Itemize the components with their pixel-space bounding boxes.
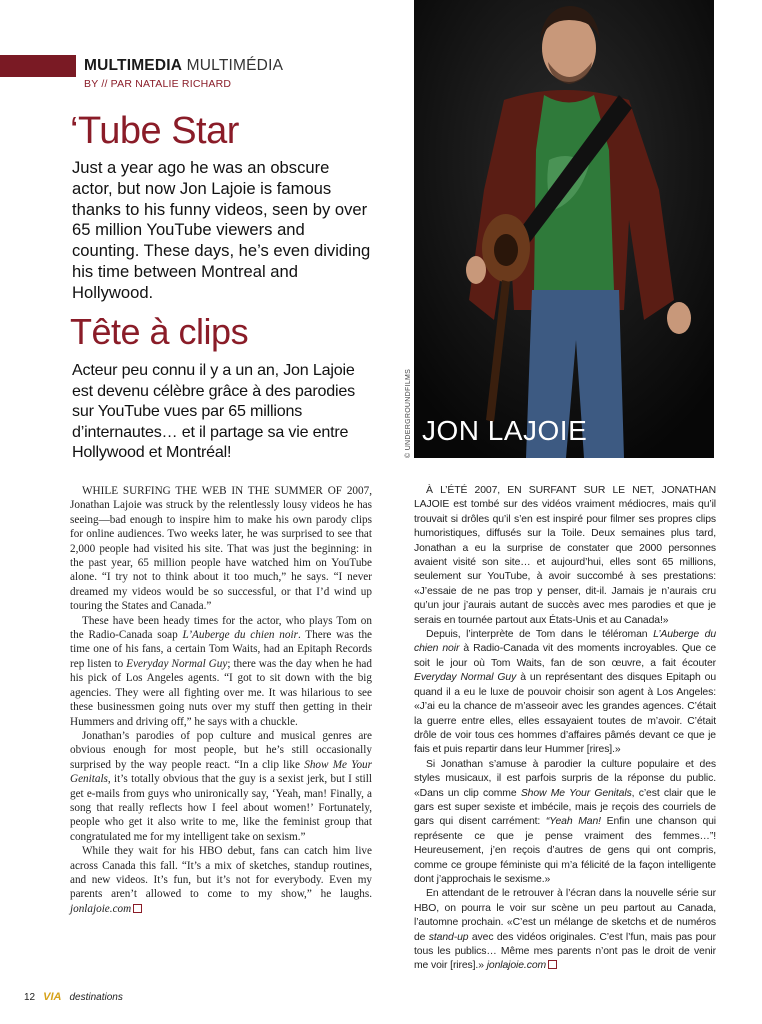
end-mark-icon [133, 904, 142, 913]
photo-caption-name: JON LAJOIE [422, 415, 588, 446]
deck-french: Acteur peu connu il y a un an, Jon Lajoie est devenu célèbre grâce à des parodies sur YouTube vues par 65 millions d’internautes… et il partage sa vie entre Hollywood et Montréal! [72, 361, 355, 462]
headline-french: Tête à clips [70, 311, 249, 352]
paragraph: WHILE SURFING THE WEB IN THE SUMMER OF 2007, Jonathan Lajoie was struck by the relentlessly lousy videos he has seeing—bad enough to inspire him to make his own parody clips for online audiences. Two weeks later, he was surprised to see that 2,000 people had visited his site. That was just the beginning: in the past year, 65 million people have watched him on YouTube alone. “I try not to think about it too much,” he says. “I never dreamed my videos would be so successful, or that I’d wind up touring the States and Canada.” [70, 485, 372, 613]
end-mark-icon [548, 960, 557, 969]
deck-english: Just a year ago he was an obscure actor, but now Jon Lajoie is famous thanks to his funny videos, seen by over 65 million YouTube viewers and counting. These days, he’s even dividing his time between Montreal and Hollywood. [72, 158, 371, 302]
photo-credit: © UNDERGROUNDFILMS [405, 368, 412, 458]
headline-english: ‘Tube Star [70, 110, 239, 152]
paragraph: Jonathan’s parodies of pop culture and musical genres are obvious enough for most people, but he’s still occasionally surprised by the way people react. “In a clip like Show Me Your Genitals, it’s totally obvious that the guy is a sexist jerk, but I still get e-mails from guys who unironically say, ‘Yeah, man! Finally, a song that really reflects how I feel about women!’ Fortunately, people who get it also write to me, like the feminist group that congratulated me for my intelligent take on sexism.” [70, 729, 373, 843]
website-link: jonlajoie.com [70, 902, 132, 915]
section-color-bar [0, 55, 76, 77]
paragraph: Depuis, l’interprète de Tom dans le téléroman L’Auberge du chien noir à Radio-Canada vit des moments incroyables. Que ce soit le jour où Tom Waits, fan de son œuvre, a fait écouter Everyday Normal Guy à un représentant des disques Epitaph ou quand il a eu le luxe de pouvoir choisir son agent à Los Angeles: «J’ai eu la chance de m’asseoir avec les grandes agences. C’était la guerre entre elles, elles essayaient toutes de m’avoir. C’était drôle de voir tous ces hommes d’affaires pâmés devant ce que je fais et puis repartir dans leur Hummer [rires].» [414, 629, 716, 756]
portrait-photo [414, 0, 714, 458]
page-footer [24, 991, 123, 1003]
page-number: 12 [24, 991, 36, 1003]
body-column-english [70, 484, 372, 916]
byline: BY // PAR NATALIE RICHARD [84, 78, 232, 90]
body-column-french [414, 484, 716, 974]
paragraph: While they wait for his HBO debut, fans can catch him live across Canada this fall. “It’s a mix of sketches, standup routines, and new videos. It’s fun, but it’s not for everybody. Even my parents aren’t allowed to come to my show,” he laughs. jonlajoie.com [70, 845, 372, 915]
website-link: jonlajoie.com [486, 960, 547, 972]
section-title [84, 57, 283, 75]
paragraph: À L’ÉTÉ 2007, EN SURFANT SUR LE NET, JONATHAN LAJOIE est tombé sur des vidéos vraiment médiocres, mais qu’il trouvait si drôles qu’il s’en est inspiré pour filmer ses propres clips humoristiques, diffusés sur la Toile. Deux semaines plus tard, Jonathan a eu la surprise de constater que 2000 personnes avaient visité son site… et aujourd’hui, elles sont 65 millions, seulement sur YouTube, à avoir succombé à ses prestations: «J’essaie de ne pas trop y penser, dit-il. Jamais je n’aurais cru qu’un jour j’aurais autant de succès avec mes parodies et que je serais en tournée partout aux États-Unis et au Canada!» [414, 485, 717, 626]
section-label-fr: MULTIMÉDIA [186, 57, 284, 74]
paragraph: Si Jonathan s’amuse à parodier la culture populaire et des styles musicaux, il est parfois surpris de la réponse du public. «Dans un clip comme Show Me Your Genitals, c’est clair que le gars est super sexiste et imbécile, mais je reçois des courriels de gars qui disent carrément: “Yeah Man! Enfin une chanson qui représente ce que je pense vraiment des femmes…”! Heureusement, j’en reçois d’autres de gens qui ont compris, comme ce groupe féministe qui m’a félicité de la façon intelligente dont j’approchais le sexisme.» [414, 758, 717, 885]
via-logo: VIA [43, 991, 62, 1003]
section-label-en: MULTIMEDIA [84, 57, 183, 74]
portrait-illustration [414, 0, 714, 458]
publication-name: destinations [69, 991, 123, 1003]
paragraph: En attendant de le retrouver à l’écran dans la nouvelle série sur HBO, on pourra le voir sur scène un peu partout au Canada, l’automne prochain. «C’est un mélange de sketchs et de numéros de stand-up avec des vidéos originales. C’est l’fun, mais pas pour tous les publics… Même mes parents n’ont pas le droit de venir me voir [rires].» jonlajoie.com [414, 888, 716, 972]
paragraph: These have been heady times for the actor, who plays Tom on the Radio-Canada soap L’Auberge du chien noir. There was the time one of his fans, a certain Tom Waits, had an Epitaph Records rep listen to Everyday Normal Guy; there was the day when he had his pick of Los Angeles agents. “I got to sit down with the big agencies. They were all fighting over me. It was hilarious to see these businessmen going nuts over my stuff then getting in their Hummers and driving off,” he says with a chuckle. [70, 614, 373, 728]
